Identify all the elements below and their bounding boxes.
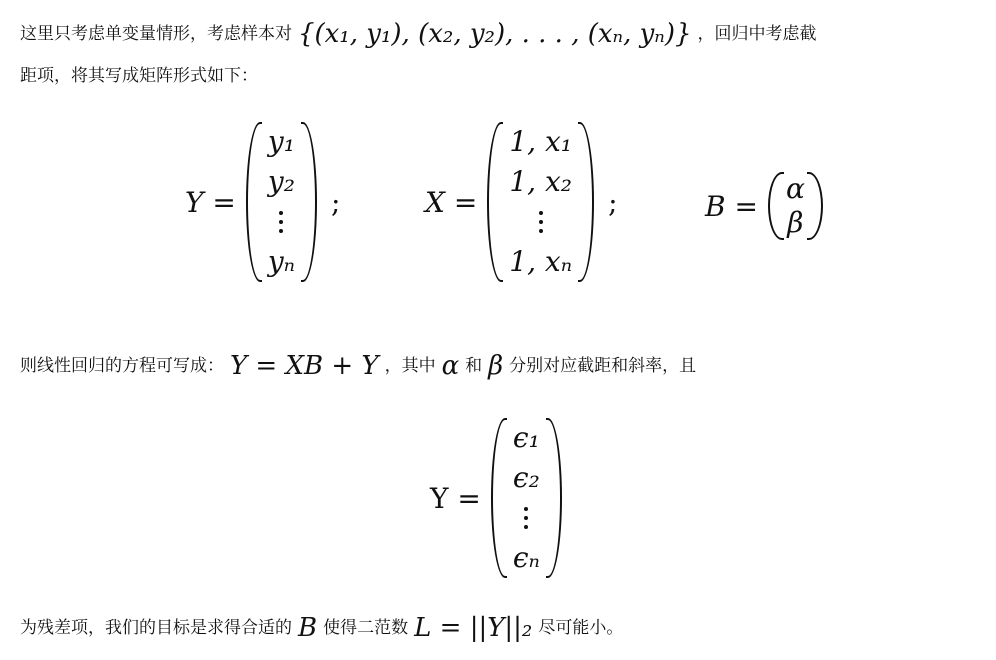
b-matrix-lhs: B = [705,189,758,223]
y-matrix-equation [185,122,340,282]
vdots [524,498,528,538]
paragraph-2-prefix: 则线性回归的方程可写成： [20,356,224,376]
residual-matrix-cell: ϵₙ [512,541,540,574]
residual-matrix-lhs: Υ = [430,481,481,515]
x-matrix-cell: 1, xₙ [509,245,573,278]
vdots [539,202,543,242]
y-matrix-lhs: Y = [185,185,236,219]
paragraph-2 [20,352,696,380]
y-matrix-cell: yₙ [267,245,296,278]
paragraph-3-prefix: 为残差项，我们的目标是求得合适的 [20,618,292,638]
paragraph-2-mid: ，其中 [384,356,436,376]
paragraph-1-line-1 [20,20,817,48]
vdots [279,202,283,242]
residual-matrix-equation [430,418,562,578]
b-matrix-equation [705,172,823,240]
paragraph-1-suffix: ，回归中考虑截 [697,24,817,44]
regression-equation: Y = XB + Υ [230,351,379,381]
sample-set-formula: {(x₁, y₁), (x₂, y₂), . . . , (xₙ, yₙ)} [298,19,692,49]
beta-symbol: β [488,351,504,381]
b-matrix-cell: α [785,172,805,205]
paragraph-3-mid: 使得二范数 [323,618,409,638]
x-matrix-cell: 1, x₂ [509,165,572,198]
paragraph-3-suffix: 尽可能小。 [538,618,624,638]
b-matrix [768,172,823,240]
paragraph-1-line-2-text: 距项，将其写成矩阵形式如下： [20,66,258,86]
paragraph-2-and: 和 [465,356,483,376]
x-matrix-equation [425,122,618,282]
paragraph-1-line-2 [20,62,258,90]
norm-formula: L = ||Υ||₂ [414,613,533,643]
x-matrix-lhs: X = [425,185,478,219]
y-matrix-cell: y₂ [267,165,295,198]
x-matrix-cell: 1, x₁ [509,125,572,158]
alpha-symbol: α [441,351,460,381]
separator: ; [331,185,341,219]
b-matrix-cell: β [787,206,804,239]
y-matrix [246,122,317,282]
y-matrix-cell: y₁ [267,125,295,158]
b-symbol: B [298,613,318,643]
paragraph-1-prefix: 这里只考虑单变量情形，考虑样本对 [20,24,292,44]
paragraph-2-suffix: 分别对应截距和斜率，且 [509,356,697,376]
residual-matrix-cell: ϵ₁ [512,421,540,454]
x-matrix [487,122,594,282]
residual-matrix-cell: ϵ₂ [512,461,540,494]
separator: ; [608,185,618,219]
paragraph-3 [20,614,623,642]
residual-matrix [491,418,562,578]
